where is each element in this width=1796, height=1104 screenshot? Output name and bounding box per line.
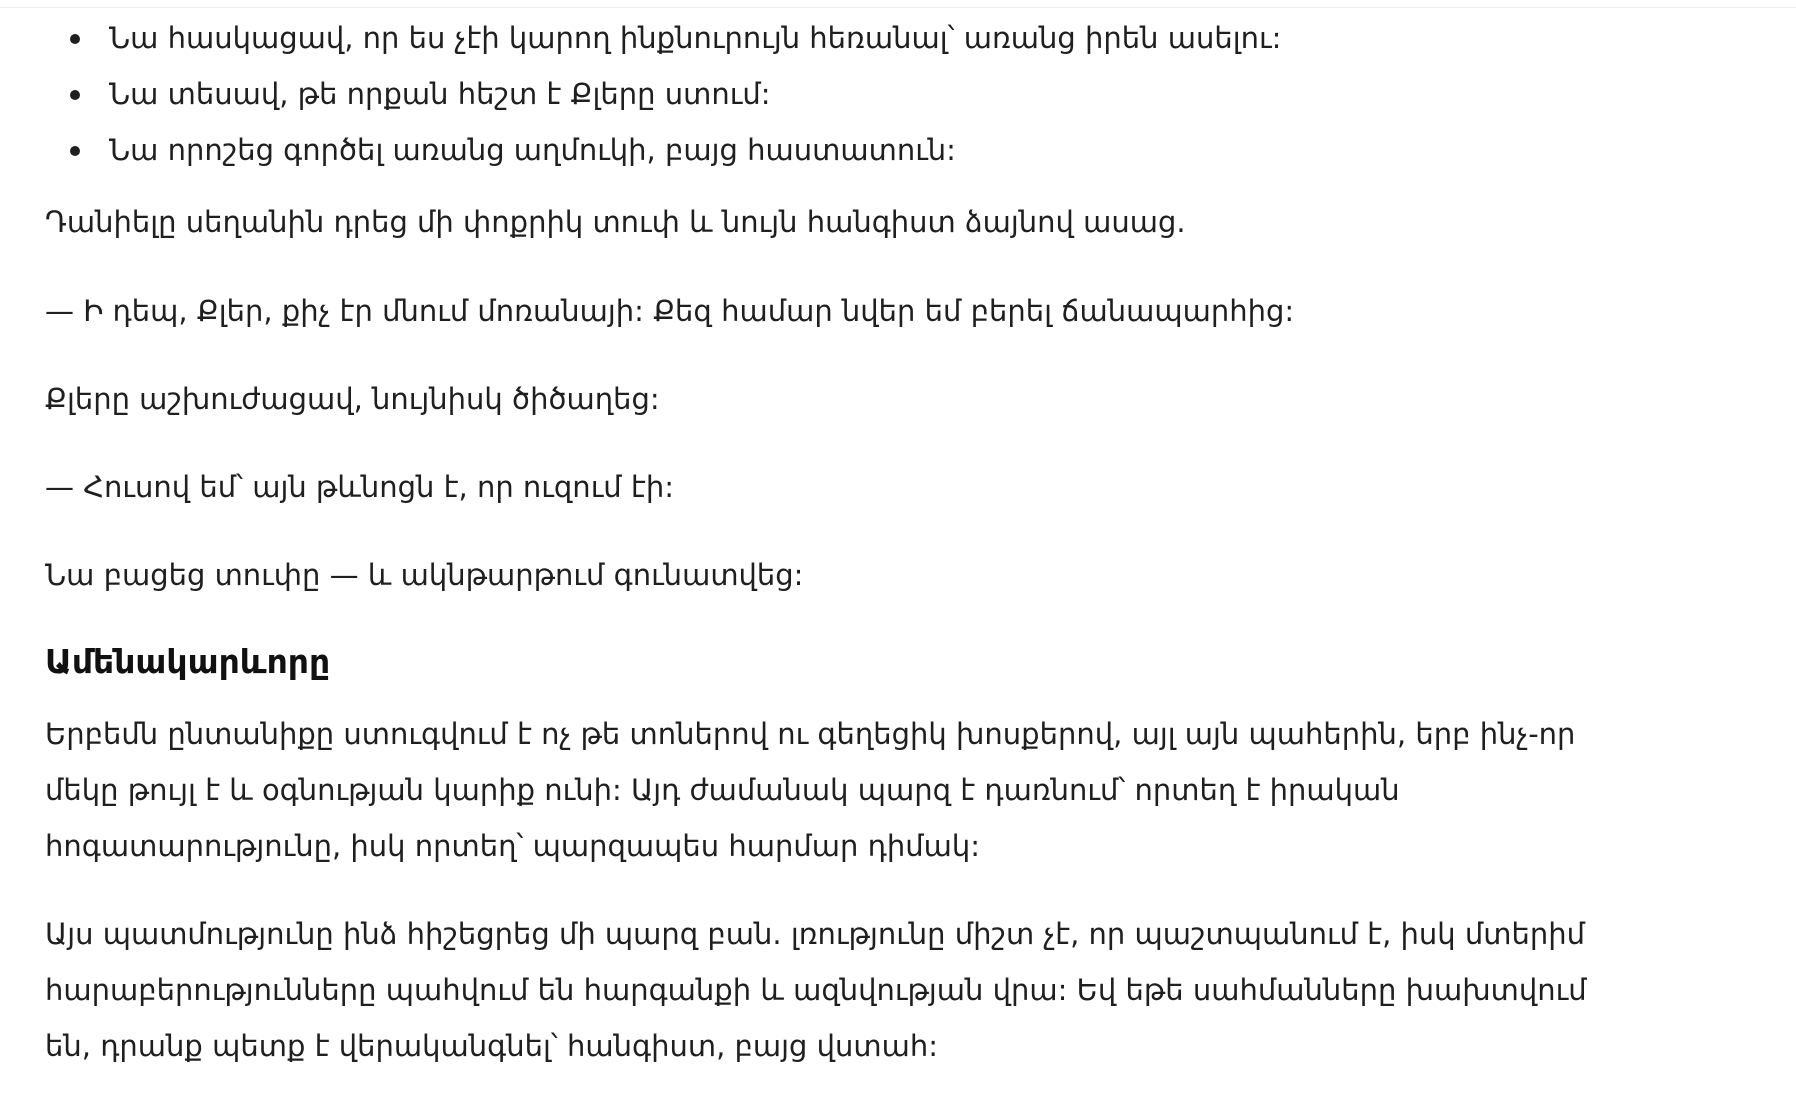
paragraph-line: մեկը թույլ է և օգնության կարիք ունի: Այդ ժամանակ պարզ է դառնում՝ որտեղ է իրական	[45, 773, 1400, 807]
paragraph-line: հոգատարությունը, իսկ որտեղ՝ պարզապես հարմար դիմակ:	[45, 829, 981, 863]
paragraph-danielle: Դանիելը սեղանին դրեց մի փոքրիկ տուփ և նույն հանգիստ ձայնով ասաց.	[45, 205, 1186, 239]
bullet-list-wrap	[45, 10, 1281, 178]
bullet-item	[45, 66, 1281, 122]
paragraph-line: են, դրանք պետք է վերականգնել՝ հանգիստ, բայց վստահ:	[45, 1029, 938, 1063]
paragraph-line: Այս պատմությունը ինձ հիշեցրեց մի պարզ բան. լռությունը միշտ չէ, որ պաշտպանում է, իսկ մտերիմ	[45, 917, 1586, 951]
paragraph-claire-reaction: Քլերը աշխուժացավ, նույնիսկ ծիծաղեց:	[45, 382, 660, 416]
paragraph-line: Երբեմն ընտանիքը ստուգվում է ոչ թե տոներով ու գեղեցիկ խոսքերով, այլ այն պահերին, երբ ինչ-որ	[45, 717, 1576, 751]
paragraph-dialogue-2: — Հուսով եմ՝ այն թևնոցն է, որ ուզում էի:	[45, 470, 674, 504]
section-heading: Ամենակարևորը	[45, 642, 331, 681]
bullet-list	[45, 10, 1281, 178]
bullet-dot-icon	[70, 90, 80, 100]
bullet-dot-icon	[70, 146, 80, 156]
paragraph-dialogue-1: — Ի դեպ, Քլեր, քիչ էր մնում մոռանայի: Քեզ համար նվեր եմ բերել ճանապարհից:	[45, 294, 1295, 328]
paragraph-family-test	[45, 706, 1605, 874]
top-divider	[0, 0, 1796, 8]
bullet-text: Նա տեսավ, թե որքան հեշտ է Քլերը ստում:	[109, 77, 771, 111]
paragraph-line: հարաբերությունները պահվում են հարգանքի և ազնվության վրա: Եվ եթե սահմանները խախտվում	[45, 973, 1587, 1007]
bullet-item	[45, 10, 1281, 66]
bullet-text: Նա որոշեց գործել առանց աղմուկի, բայց հաստատուն:	[109, 133, 956, 167]
bullet-text: Նա հասկացավ, որ ես չէի կարող ինքնուրույն հեռանալ՝ առանց իրեն ասելու:	[109, 21, 1282, 55]
bullet-dot-icon	[70, 34, 80, 44]
paragraph-box-opened: Նա բացեց տուփը — և ակնթարթում գունատվեց:	[45, 558, 804, 592]
paragraph-lesson	[45, 906, 1605, 1074]
bullet-item	[45, 122, 1281, 178]
